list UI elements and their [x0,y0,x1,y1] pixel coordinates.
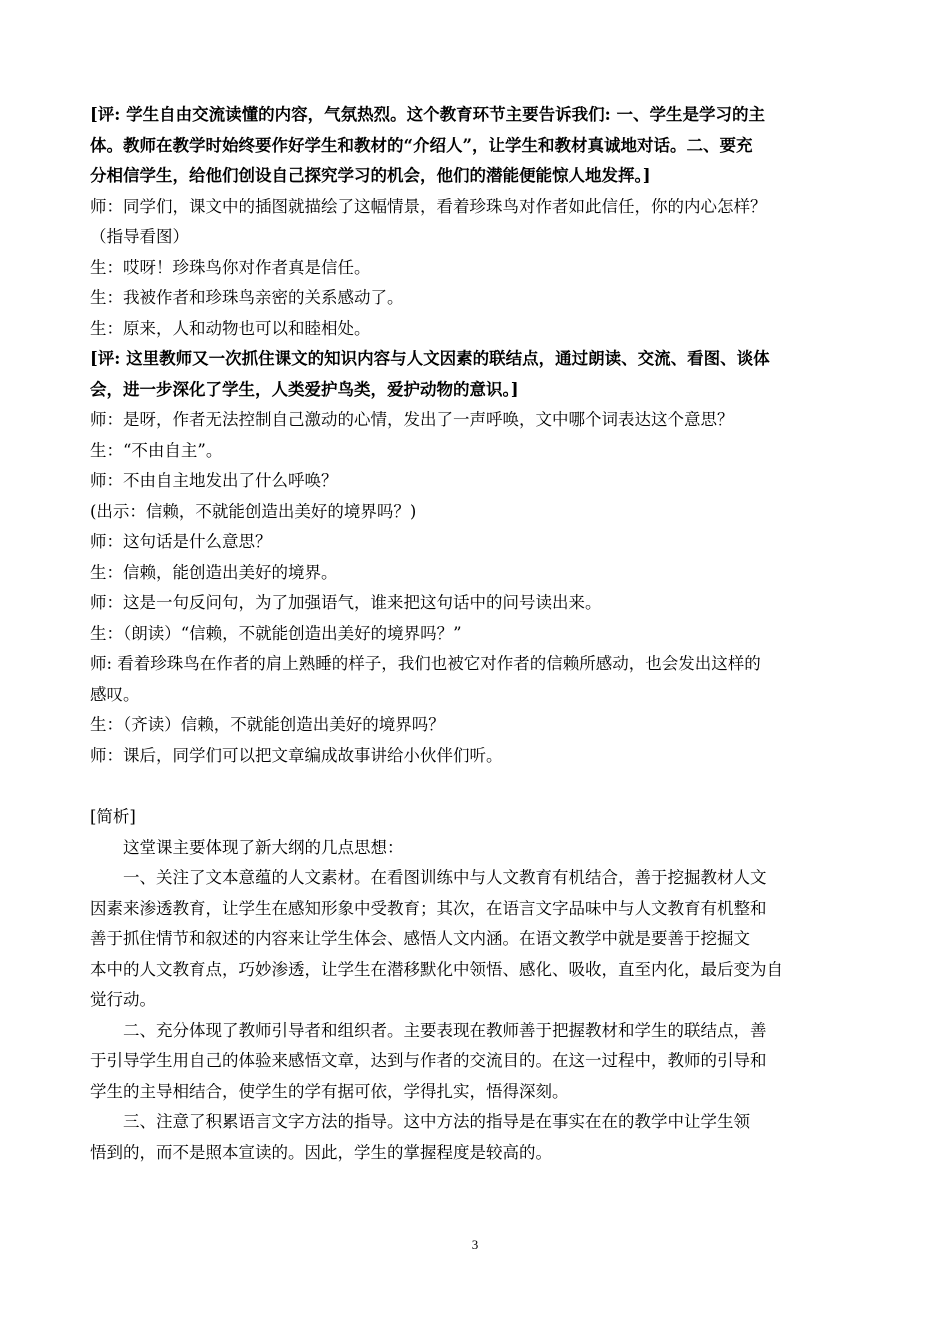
dialogue-line: 师：同学们，课文中的插图就描绘了这幅情景，看着珍珠鸟对作者如此信任，你的内心怎样？ [90,196,767,216]
dialogue-line: 感叹。 [90,684,140,704]
analysis-line: 觉行动。 [90,990,156,1009]
dialogue-line: 师：这是一句反问句，为了加强语气，谁来把这句话中的问号读出来。 [90,593,602,612]
dialogue-section [90,100,865,771]
dialogue-line: 生：原来，人和动物也可以和睦相处。 [90,318,371,338]
analysis-line: 悟到的，而不是照本宣读的。因此，学生的掌握程度是较高的。 [90,1142,552,1162]
dialogue-line: 师：不由自主地发出了什么呼唤？ [90,471,338,490]
analysis-line: 善于抓住情节和叙述的内容来让学生体会、感悟人文内涵。在语文教学中就是要善于挖掘文 [90,929,750,948]
section-spacer [90,771,865,802]
analysis-line: 一、关注了文本意蕴的人文素材。在看图训练中与人文教育有机结合，善于挖掘教材人文 [123,868,767,887]
analysis-body [90,833,865,1169]
page-number: 3 [471,1237,479,1252]
analysis-heading: [简析] [90,807,136,826]
dialogue-line: 师: 看着珍珠鸟在作者的肩上熟睡的样子，我们也被它对作者的信赖所感动，也会发出这样的 [90,654,761,673]
analysis-line: 因素来渗透教育，让学生在感知形象中受教育；其次，在语言文字品味中与人文教育有机整和 [90,898,767,918]
dialogue-line: 生：哎呀！珍珠鸟你对作者真是信任。 [90,257,371,277]
dialogue-line: (出示：信赖，不就能创造出美好的境界吗？) [90,501,417,521]
analysis-paragraph [90,863,865,1016]
document-page [90,100,865,1168]
dialogue-line: 生：（朗读）“信赖，不就能创造出美好的境界吗？” [90,623,462,643]
dialogue-line: 师：是呀，作者无法控制自己激动的心情，发出了一声呼唤，文中哪个词表达这个意思？ [90,410,734,429]
analysis-line: 学生的主导相结合，使学生的学有据可依，学得扎实，悟得深刻。 [90,1081,569,1101]
dialogue-line: （指导看图） [90,227,189,246]
analysis-line: 二、充分体现了教师引导者和组织者。主要表现在教师善于把握教材和学生的联结点，善 [123,1020,767,1040]
commentary-line: 体。教师在教学时始终要作好学生和教材的“介绍人”，让学生和教材真诚地对话。二、要充 [90,135,753,155]
dialogue-line: 生：信赖，能创造出美好的境界。 [90,562,338,582]
commentary-line: 分相信学生，给他们创设自己探究学习的机会，他们的潜能便能惊人地发挥。] [90,166,651,185]
analysis-line: 本中的人文教育点，巧妙渗透，让学生在潜移默化中领悟、感化、吸收，直至内化，最后变为自 [90,959,783,979]
dialogue-line: 生：“不由自主”。 [90,440,223,460]
commentary-line: [评: 这里教师又一次抓住课文的知识内容与人文因素的联结点，通过朗读、交流、看图、谈体 [90,349,770,368]
analysis-paragraph [90,1016,865,1108]
analysis-line: 于引导学生用自己的体验来感悟文章，达到与作者的交流目的。在这一过程中，教师的引导和 [90,1051,767,1070]
analysis-line: 这堂课主要体现了新大纲的几点思想： [123,837,404,857]
analysis-line: 三、注意了积累语言文字方法的指导。这中方法的指导是在事实在在的教学中让学生领 [123,1112,750,1131]
dialogue-line: 师：课后，同学们可以把文章编成故事讲给小伙伴们听。 [90,745,503,765]
analysis-paragraph [90,833,865,864]
analysis-section [90,802,865,1168]
commentary-line: 会，进一步深化了学生，人类爱护鸟类，爱护动物的意识。] [90,379,519,399]
commentary-line: [评: 学生自由交流读懂的内容，气氛热烈。这个教育环节主要告诉我们: 一、学生是学习的主 [90,105,765,124]
dialogue-line: 生：我被作者和珍珠鸟亲密的关系感动了。 [90,288,404,307]
dialogue-line: 生：（齐读）信赖，不就能创造出美好的境界吗？ [90,715,445,734]
dialogue-line: 师：这句话是什么意思？ [90,532,272,551]
analysis-paragraph [90,1107,865,1168]
